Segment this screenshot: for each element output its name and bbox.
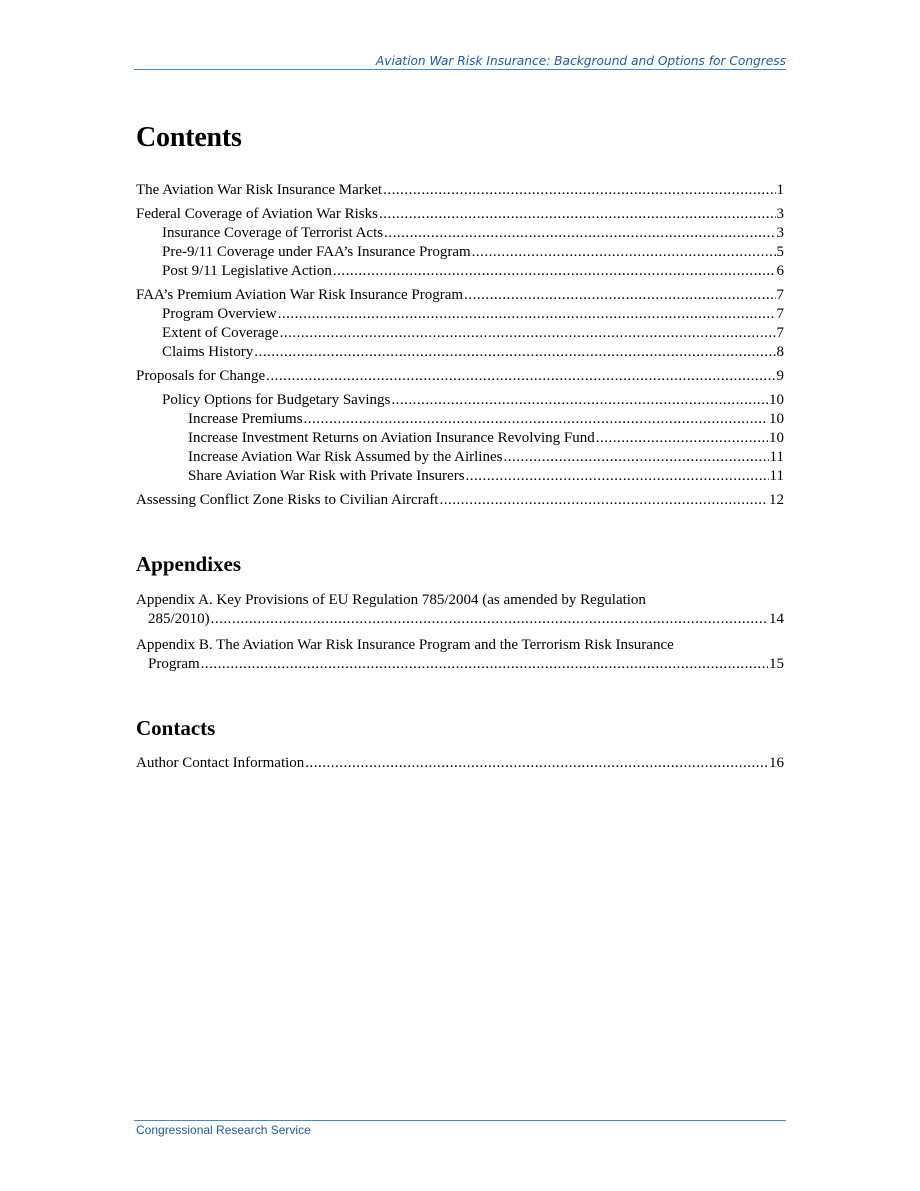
- toc-entry[interactable]: Post 9/11 Legislative Action ..... 6: [136, 262, 784, 281]
- toc-entry[interactable]: Increase Investment Returns on Aviation Insurance Revolving Fund ..... 10: [136, 429, 784, 448]
- contacts-list: [136, 749, 784, 773]
- toc-entry[interactable]: FAA’s Premium Aviation War Risk Insurance Program ..... 7: [136, 286, 784, 305]
- toc-entry[interactable]: Assessing Conflict Zone Risks to Civilian Aircraft ..... 12: [136, 491, 784, 510]
- toc-entry[interactable]: Claims History ..... 8: [136, 343, 784, 362]
- toc-entry[interactable]: Policy Options for Budgetary Savings ..... 10: [136, 391, 784, 410]
- appendixes-heading: Appendixes: [136, 552, 242, 576]
- running-header: Aviation War Risk Insurance: Background and Options for Congress: [375, 54, 786, 68]
- contents-heading: Contents: [136, 122, 242, 153]
- toc-entry[interactable]: Federal Coverage of Aviation War Risks ..... 3: [136, 205, 784, 224]
- toc-entry-continuation[interactable]: Program ..... 15: [136, 655, 784, 674]
- toc-entry[interactable]: Appendix A. Key Provisions of EU Regulation 785/2004 (as amended by Regulation: [136, 592, 646, 608]
- toc-entry[interactable]: The Aviation War Risk Insurance Market ..... 1: [136, 181, 784, 200]
- toc-entry[interactable]: Proposals for Change ..... 9: [136, 367, 784, 386]
- toc-entry[interactable]: Author Contact Information ..... 16: [136, 754, 784, 773]
- footer-divider: [134, 1120, 786, 1121]
- footer-organization: Congressional Research Service: [136, 1123, 311, 1137]
- toc-entry[interactable]: Appendix B. The Aviation War Risk Insurance Program and the Terrorism Risk Insurance: [136, 637, 674, 653]
- toc-entry[interactable]: Share Aviation War Risk with Private Insurers ..... 11: [136, 467, 784, 486]
- appendixes-list: [136, 586, 784, 674]
- contents-list: [136, 176, 784, 510]
- toc-entry[interactable]: Insurance Coverage of Terrorist Acts ..... 3: [136, 224, 784, 243]
- header-divider: [134, 69, 786, 70]
- toc-entry-continuation[interactable]: 285/2010) ..... 14: [136, 610, 784, 629]
- toc-entry[interactable]: Increase Aviation War Risk Assumed by the Airlines ..... 11: [136, 448, 784, 467]
- contacts-heading: Contacts: [136, 716, 216, 740]
- toc-entry[interactable]: Pre-9/11 Coverage under FAA’s Insurance Program ..... 5: [136, 243, 784, 262]
- toc-entry[interactable]: Increase Premiums ..... 10: [136, 410, 784, 429]
- toc-entry[interactable]: Program Overview ..... 7: [136, 305, 784, 324]
- toc-entry[interactable]: Extent of Coverage ..... 7: [136, 324, 784, 343]
